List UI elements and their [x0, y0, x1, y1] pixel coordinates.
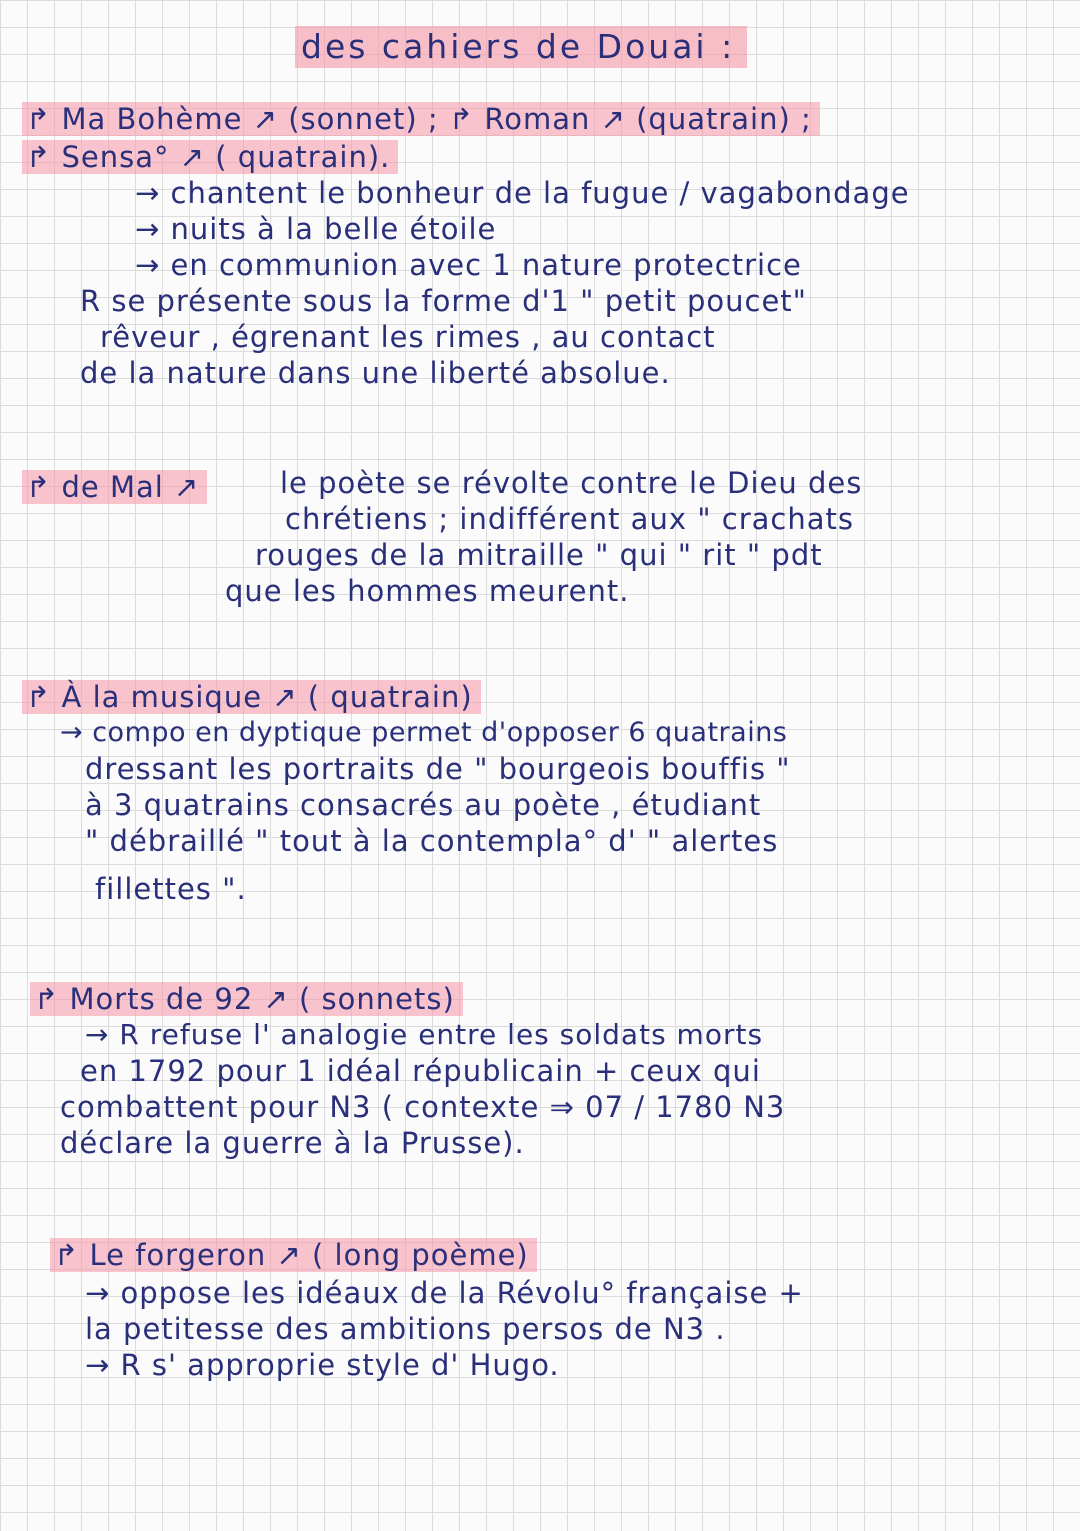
note-line: en 1792 pour 1 idéal républicain + ceux qui — [80, 1054, 761, 1088]
section-heading: ↱ Sensa° ↗ ( quatrain). — [22, 140, 398, 174]
note-line: → oppose les idéaux de la Révolu° française + — [85, 1276, 804, 1310]
section-heading: ↱ Ma Bohème ↗ (sonnet) ; ↱ Roman ↗ (quatrain) ; — [22, 102, 820, 136]
note-line: le poète se révolte contre le Dieu des — [280, 466, 863, 500]
note-line: la petitesse des ambitions persos de N3 . — [85, 1312, 726, 1346]
note-line: fillettes ". — [95, 872, 247, 906]
note-line: à 3 quatrains consacrés au poète , étudiant — [85, 788, 762, 822]
note-line: rouges de la mitraille " qui " rit " pdt — [255, 538, 823, 572]
page-title: des cahiers de Douai : — [295, 26, 747, 68]
note-line: combattent pour N3 ( contexte ⇒ 07 / 1780 N3 — [60, 1090, 786, 1124]
note-line: R se présente sous la forme d'1 " petit poucet" — [80, 284, 808, 318]
note-line: → compo en dyptique permet d'opposer 6 quatrains — [60, 717, 788, 748]
section-heading: ↱ Le forgeron ↗ ( long poème) — [50, 1238, 537, 1272]
note-line: rêveur , égrenant les rimes , au contact — [100, 320, 716, 354]
note-line: " débraillé " tout à la contempla° d' " alertes — [85, 824, 779, 858]
note-line: déclare la guerre à la Prusse). — [60, 1126, 525, 1160]
note-line: → R s' approprie style d' Hugo. — [85, 1348, 560, 1382]
section-heading: ↱ À la musique ↗ ( quatrain) — [22, 680, 481, 714]
section-heading: ↱ de Mal ↗ — [22, 470, 207, 504]
section-heading: ↱ Morts de 92 ↗ ( sonnets) — [30, 982, 463, 1016]
note-line: → en communion avec 1 nature protectrice — [135, 248, 802, 282]
note-line: → chantent le bonheur de la fugue / vagabondage — [135, 176, 910, 210]
note-line: chrétiens ; indifférent aux " crachats — [285, 502, 854, 536]
note-line: → R refuse l' analogie entre les soldats morts — [85, 1018, 764, 1051]
note-line: → nuits à la belle étoile — [135, 212, 497, 246]
note-line: de la nature dans une liberté absolue. — [80, 356, 671, 390]
note-line: dressant les portraits de " bourgeois bouffis " — [85, 752, 791, 786]
note-line: que les hommes meurent. — [225, 574, 630, 608]
